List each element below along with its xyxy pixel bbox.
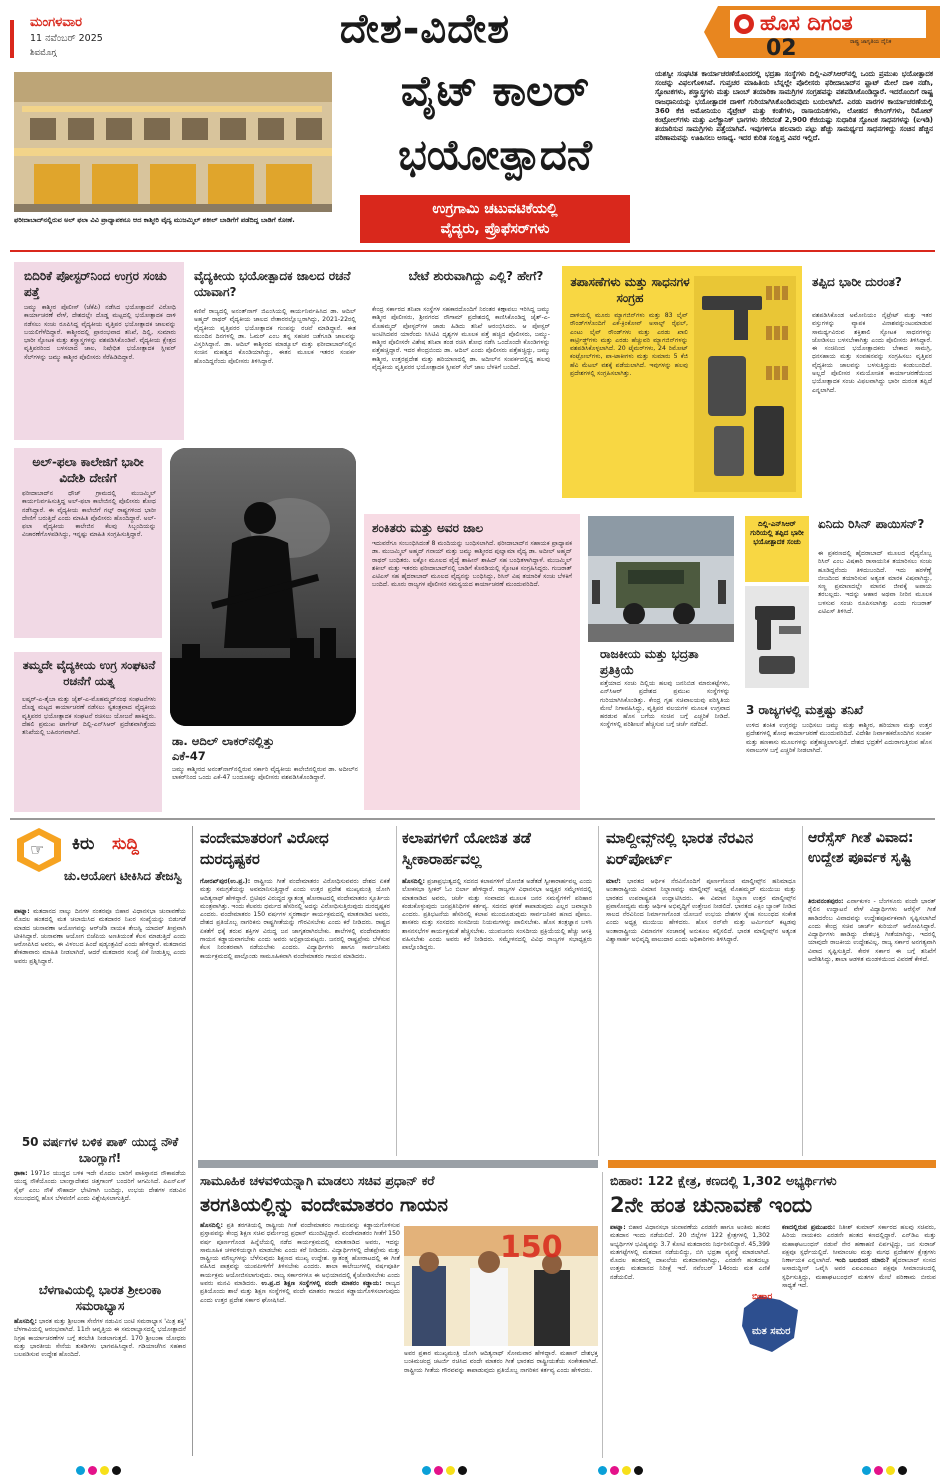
article-rss-body (808, 898, 936, 1156)
bihar-map-label2: ಮತ ಸಮರ (752, 1326, 791, 1337)
article-bihar-col2 (782, 1224, 936, 1456)
silhouette-image (170, 448, 356, 726)
box-weapons-body: ದಾಳಿಯಲ್ಲಿ ಮೂರು ಮ್ಯಾಗಜಿನ್‌ಗಳು ಮತ್ತು 83 ಲೈವ್ ರೌಂಡ್‌ಗಳೊಂದಿಗೆ ಎಕೆ-ಕ್ರಿಂಕೋವ್ ಅಸಾಲ್ಟ್ ರೈಫಲ್, ಎಂಟು ಲೈವ್ ರೌಂಡ್‌ಗಳು ಮತ್ತು ಎರಡು ಖಾಲಿ ಕಾರ್ಟ್ರಿಡ್ಜ್‌ಗಳು ಮತ್ತು ಎರಡು ಹೆಚ್ಚುವರಿ ಮ್ಯಾಗಜಿನ್‌ಗಳನ್ನು ವಶಪಡಿಸಿಕೊಳ್ಳಲಾಗಿದೆ. 20 ಟೈಮರ್‌ಗಳು, 24 ರಿಮೋಟ್ ಕಂಟ್ರೋಲ್‌ಗಳು, ಪಾ-ಟಾಕೀಗಳು ಮತ್ತು ಸುಮಾರು 5 ಕೆಜಿ ಹೆವಿ ಮೆಟಲ್ ವಶಕ್ಕೆ ಪಡೆಯಲಾಗಿದೆ. ಇವುಗಳನ್ನು ಹಲವು ಪ್ರದೇಶಗಳಲ್ಲಿ ಸಂಗ್ರಹಿಸಲಾಗಿತ್ತು. (570, 312, 688, 378)
kirusuddi-divider (192, 826, 193, 1456)
article-maldives-dateline: ಮಾಲೆ: (606, 878, 621, 885)
box-hunt-title: ಬೇಟೆ ಶುರುವಾಗಿದ್ದು ಎಲ್ಲಿ? ಹೇಗೆ? (408, 269, 544, 283)
article-class-photo (404, 1226, 598, 1346)
masthead (0, 0, 945, 66)
box-poster-body: ಜಮ್ಮು ಕಾಶ್ಮೀರ ಪೊಲೀಸ್ (ಜೆಕೆಪಿ) ನಡೆಸಿದ ಭಯೋತ್ಪಾದನೆ ವಿರೋಧಿ ಕಾರ್ಯಾಚರಣೆ ವೇಳೆ, ದೇಶದಲ್ಲೇ ದೊಡ್ಡ ಮಟ್ಟದಲ್ಲಿ ಭಯೋತ್ಪಾದಕ ದಾಳಿ ನಡೆಸಲು ಸಂಚು ರೂಪಿಸಿದ್ದ ವೈದ್ಯಕೀಯ ವೃತ್ತಿಪರ ಭಯೋತ್ಪಾದಕ ಜಾಲವನ್ನು ಬಯಲಿಗೆಳೆದಿದ್ದಾರೆ. ಕಾಶ್ಮೀರದಲ್ಲಿ ಪ್ರಾರಂಭವಾದ ತನಿಖೆ, ದಿಲ್ಲಿ, ಸುಮಾರು ಭಾರೀ ಸ್ಫೋಟಕ ಮತ್ತು ಶಸ್ತ್ರಾಸ್ತ್ರಗಳನ್ನು ವಶಪಡಿಸಿಕೊಂಡಿವೆ. ವೈದ್ಯಕೀಯ ಕ್ಷೇತ್ರದ ವೃತ್ತಿಪರರಿಂದ ಬಳಸಲಾದ ಜಾಲ, ನಿಷೇಧಿತ ಭಯೋತ್ಪಾದಕ ಸ್ಲೀಪರ್ ಸೆಲ್‌ಗಳನ್ನು ಜಮ್ಮು ಕಾಶ್ಮೀರ ಪೊಲೀಸರು ಸೆರೆಹಿಡಿದಿದ್ದಾರೆ. (24, 304, 176, 361)
article-rss-text: ಎರ್ನಾಕುಳಂ - ಬೆಂಗಳೂರು ವಂದೇ ಭಾರತ್ ರೈಲಿನ ಉದ್ಘಾಟನೆ ವೇಳೆ ವಿದ್ಯಾರ್ಥಿಗಳು ಆರೆಸ್ಸೆಸ್ ಗೀತೆ ಹಾಡಿದರೆಂಬ ವಿವಾದವನ್ನು ಉದ್ದೇಶಪೂರ್ವಕವಾಗಿ ಸೃಷ್ಟಿಸಲಾಗಿದೆ ಎಂದು ಕೇಂದ್ರ ಸಚಿವ ಜಾರ್ಜ್ ಕುರಿಯನ್ ಆರೋಪಿಸಿದ್ದಾರೆ. ವಿದ್ಯಾರ್ಥಿಗಳು ಹಾಡಿದ್ದು ದೇಶಭಕ್ತಿ ಗೀತೆಯಾಗಿದ್ದು, ಇದರಲ್ಲಿ ಯಾವುದೇ ರಾಜಕೀಯ ಉದ್ದೇಶವಿಲ್ಲ. ರಾಜ್ಯ ಸರ್ಕಾರ ಅನಗತ್ಯವಾಗಿ ವಿವಾದ ಸೃಷ್ಟಿಸುತ್ತಿದೆ. ಕೇರಳ ಸರ್ಕಾರ ಈ ಬಗ್ಗೆ ತನಿಖೆಗೆ ಆದೇಶಿಸಿದ್ದು, ಶಾಲಾ ಆಡಳಿತ ಮಂಡಳಿಯಿಂದ ವಿವರಣೆ ಕೇಳಿದೆ. (808, 898, 936, 964)
article-bihar-text: ಬಿಹಾರ ವಿಧಾನಸಭಾ ಚುನಾವಣೆಯ ಎರಡನೇ ಹಾಗೂ ಅಂತಿಮ ಹಂತದ ಮತದಾನ ಇಂದು ನಡೆಯಲಿದೆ. 20 ಜಿಲ್ಲೆಗಳ 122 ಕ್ಷೇತ್ರಗಳಲ್ಲಿ 1,302 ಅಭ್ಯರ್ಥಿಗಳ ಭವಿಷ್ಯವನ್ನು 3.7 ಕೋಟಿ ಮತದಾರರು ನಿರ್ಧರಿಸಲಿದ್ದಾರೆ. 45,399 ಮತಗಟ್ಟೆಗಳಲ್ಲಿ ಮತದಾನ ನಡೆಯಲಿದ್ದು, ಬಿಗಿ ಭದ್ರತಾ ವ್ಯವಸ್ಥೆ ಮಾಡಲಾಗಿದೆ. ಮೊದಲ ಹಂತದಲ್ಲಿ ದಾಖಲೆಯ ಮತದಾನವಾಗಿದ್ದು, ಎರಡನೇ ಹಂತದಲ್ಲೂ ಉತ್ತಮ ಮತದಾನದ ನಿರೀಕ್ಷೆ ಇದೆ. ನವೆಂಬರ್ 14ರಂದು ಮತ ಎಣಿಕೆ ನಡೆಯಲಿದೆ. (610, 1224, 770, 1281)
box-doctors-org-title: ತಮ್ಮದೇ ವೈದ್ಯಕೀಯ ಉಗ್ರ ಸಂಘಟನೆ ರಚನೆಗೆ ಯತ್ನ (22, 658, 156, 688)
box-weapons (562, 266, 802, 498)
box-ricin (814, 514, 936, 714)
silhouette-caption: ಜಮ್ಮು ಕಾಶ್ಮೀರದ ಅನಂತ್‌ನಾಗ್‌ನಲ್ಲಿರುವ ಸರ್ಕಾರಿ ವೈದ್ಯಕೀಯ ಕಾಲೇಜಿನಲ್ಲಿರುವ ಡಾ. ಅದೀಲ್‌ನ ಲಾಕರ್‌ನಿಂದ ಒಂದು ಎಕೆ-47 ಬಂದೂಕನ್ನು ಪೊಲೀಸರು ವಶಪಡಿಸಿಕೊಂಡಿದ್ದಾರೆ. (172, 766, 358, 782)
article-bihar-kicker: ಬಿಹಾರ: 122 ಕ್ಷೇತ್ರ, ಕಣದಲ್ಲಿ 1,302 ಅಭ್ಯರ್ಥಿಗಳು (610, 1173, 837, 1188)
col-divider-3 (802, 826, 803, 1156)
kirusuddi-label-a: ಕಿರು (72, 834, 95, 854)
kirusuddi-hand-icon: ☞ (30, 840, 45, 859)
box-political-title: ರಾಜಕೀಯ ಮತ್ತು ಭದ್ರತಾ ಪ್ರತಿಕ್ರಿಯೆ (600, 647, 699, 677)
date-label: 11 ನವೆಂಬರ್ 2025 (30, 33, 103, 44)
box-hunt-body: ಕೇಂದ್ರ ಸರ್ಕಾರದ ತನಿಖಾ ಸಂಸ್ಥೆಗಳ ಸಹಕಾರದೊಂದಿಗೆ ನಿರಂತರ ಕಣ್ಗಾವಲು ಇರಿಸಿದ್ದ ಜಮ್ಮು ಕಾಶ್ಮೀರ ಪೊಲೀಸರು, ಶ್ರೀನಗರದ ನೌಗಾಮ್ ಪ್ರದೇಶದಲ್ಲಿ ಕಾಣಿಸಿಕೊಂಡಿದ್ದ ಜೈಶ್-ಎ-ಮೊಹಮ್ಮದ್ ಪೋಸ್ಟರ್‌ಗಳ ಜಾಡು ಹಿಡಿದು ತನಿಖೆ ಆರಂಭಿಸಿದರು. ಆ ಪೋಸ್ಟರ್ ಅಂಟಿಸಿದವರ ಯಾರೆಂದು ಸಿಸಿಟಿವಿ ದೃಶ್ಯಗಳ ಮೂಲಕ ಪತ್ತೆ ಹಚ್ಚಿದ ಪೊಲೀಸರು, ಜಮ್ಮು-ಕಾಶ್ಮೀರ ಪೊಲೀಸರೇ ವಿಶೇಷ ತನಿಖಾ ತಂಡ ರಚಿಸಿ ಶೋಧ ನಡೆಸಿ ಒಂದೊಂದೇ ಕೊಂಡಿಗಳನ್ನು ಪತ್ತೆಹಚ್ಚಿದ್ದಾರೆ. ಇದರ ಕೇಂದ್ರಬಿಂದು ಡಾ. ಆದಿಲ್ ಎಂದು ಪೊಲೀಸರು ಪತ್ತೆಹಚ್ಚಿದ್ದು, ಜಮ್ಮು ಕಾಶ್ಮೀರ, ಉತ್ತರಪ್ರದೇಶ ಮತ್ತು ಹರಿಯಾಣದಲ್ಲಿ ಡಾ. ಅದೀಲ್‌ನ ಸಂಪರ್ಕದಲ್ಲಿದ್ದ ಹಲವು ವೈದ್ಯಕೀಯ ವೃತ್ತಿಪರರ ಭಯೋತ್ಪಾದಕ ಸ್ಲೀಪರ್ ಸೆಲ್ ಜಾಲ ಬೆಳಕಿಗೆ ಬಂದಿದೆ. (372, 306, 550, 372)
lead-divider (10, 250, 935, 252)
pistol-photo (745, 586, 809, 688)
box-political-body: ಪತ್ತೆಯಾದ ಸಂಚು ದಿಲ್ಲಿಯ ಹಲವು ಜನನಿಬಿಡ ಮಾರುಕಟ್ಟೆಗಳು, ಎನ್‌ಸಿಆರ್ ಪ್ರದೇಶದ ಪ್ರಮುಖ ಸಂಸ್ಥೆಗಳನ್ನು ಗುರಿಯಾಗಿಸಿಕೊಂಡಿತ್ತು. ಕೇಂದ್ರ ಗೃಹ ಸಚಿವಾಲಯವು ಪರಿಸ್ಥಿತಿಯ ಮೇಲೆ ನಿಗಾವಹಿಸಿದ್ದು, ವೃತ್ತಿಪರ ವಲಯಗಳ ಮೂಲಕ ಉಗ್ರವಾದ ಹರಡುವ ಹೊಸ ಬಗೆಯ ಸಂಚಿನ ಬಗ್ಗೆ ಎಚ್ಚರಿಕೆ ನೀಡಿದೆ. ಸಂಸ್ಥೆಗಳಲ್ಲಿ ಪರಿಶೀಲನೆ ಹೆಚ್ಚಿಸುವ ಬಗ್ಗೆ ಚರ್ಚೆ ನಡೆದಿದೆ. (600, 680, 730, 729)
section-title: ದೇಶ-ವಿದೇಶ (339, 6, 511, 52)
article-sessions-title: ಕಲಾಪಗಳಿಗೆ ಯೋಜಿತ ತಡೆ ಸ್ವೀಕಾರಾರ್ಹವಲ್ಲ (402, 829, 531, 868)
masthead-left-bar (10, 20, 14, 58)
article-sessions-body (402, 878, 592, 1156)
city-label: ಶಿವಮೊಗ್ಗ (30, 48, 57, 58)
box-three-states (742, 698, 936, 810)
lead-intro: ಯಶಸ್ವೀ ಸಂಘಟಿತ ಕಾರ್ಯಾಚರಣೆಯೊಂದರಲ್ಲಿ ಭದ್ರತಾ ಸಂಸ್ಥೆಗಳು ದಿಲ್ಲಿ-ಎನ್‌ಸಿಆರ್‌ನಲ್ಲಿ ಒಂದು ಪ್ರಮುಖ ಭಯೋತ್ಪಾದಕ ಸಂಚನ್ನು ವಿಫಲಗೊಳಿಸಿವೆ. ಗುಪ್ತಚರ ಮಾಹಿತಿಯ ಬೆನ್ನಲ್ಲೇ ಪೊಲೀಸರು ಫರೀದಾಬಾದ್‌ನ ಫ್ಲಾಟ್ ಮೇಲೆ ದಾಳಿ ನಡೆಸಿ, ಸ್ಫೋಟಕಗಳು, ಶಸ್ತ್ರಾಸ್ತ್ರಗಳು ಮತ್ತು ಬಾಂಬ್ ತಯಾರಿಕಾ ಸಾಮಗ್ರಿಗಳ ಸಂಗ್ರಹವನ್ನು ವಶಪಡಿಸಿಕೊಂಡಿದ್ದಾರೆ. ಇದರೊಂದಿಗೆ ರಾಷ್ಟ್ರ ರಾಜಧಾನಿಯನ್ನು ಭಯೋತ್ಪಾದಕ ದಾಳಿಗೆ ಗುರಿಯಾಗಿಸಿಕೊಂಡಿರುವುದು ಬಯಲಾಗಿದೆ. ಎರಡು ವಾರಗಳ ಕಾರ್ಯಾಚರಣೆಯಲ್ಲಿ 360 ಕೆಜಿ ಅಮೋನಿಯಂ ನೈಟ್ರೇಟ್ ಮತ್ತು ಕಂತೆಗಳು, ರಾಸಾಯನಿಕಗಳು, ಲೋಹದ ಕೇಸಿಂಗ್‌ಗಳು, ರಿಮೋಟ್ ಕಂಟ್ರೋಲ್‌ಗಳು ಮತ್ತು ಎಲೆಕ್ಟ್ರಾನಿಕ್ ಭಾಗಗಳು ಸೇರಿದಂತೆ 2,900 ಕೆಜಿಯಷ್ಟು ಸುಧಾರಿತ ಸ್ಫೋಟಕ ಸಾಧನಗಳನ್ನು (ಐಇಡಿ) ತಯಾರಿಸುವ ಸಾಮಗ್ರಿಗಳು ಪತ್ತೆಯಾಗಿವೆ. ಇವುಗಳಿಗೂ ಹಲವಾರು ಪಟ್ಟು ಹೆಚ್ಚು ಸಾಮರ್ಥ್ಯದ ಸಾಧನಗಳಿದ್ದು ಸಂಚಿನ ಹೆಚ್ಚಿನ ಪರಿಣಾಮವನ್ನು ಊಹಿಸಲು ಅಸಾಧ್ಯ. ಇದರ ಕುರಿತ ಸಂಕ್ಷಿಪ್ತ ವಿವರ ಇಲ್ಲಿದೆ. (655, 70, 933, 143)
building-illustration (14, 72, 332, 212)
registration-dots-left (76, 1460, 124, 1479)
delhi-tag (745, 516, 809, 582)
day-label: ಮಂಗಳವಾರ (30, 15, 83, 30)
box-poster (14, 262, 184, 440)
box-disaster-title: ತಪ್ಪಿದ ಭಾರೀ ದುರಂತ? (812, 275, 902, 289)
bihar-map-label: ಬಿಹಾರ (752, 1292, 773, 1302)
article-maldives-body (606, 878, 796, 1156)
article-class-text: ಪ್ರತಿ ತರಗತಿಯಲ್ಲಿ ರಾಷ್ಟ್ರೀಯ ಗೀತೆ ವಂದೇಮಾತರಂ ಗಾಯನವನ್ನು ಕಡ್ಡಾಯಗೊಳಿಸುವ ಪ್ರಸ್ತಾಪವನ್ನು ಕೇಂದ್ರ ಶಿಕ್ಷಣ ಸಚಿವ ಧರ್ಮೇಂದ್ರ ಪ್ರಧಾನ್ ಮುಂದಿಟ್ಟಿದ್ದಾರೆ. ವಂದೇಮಾತರಂ ಗೀತೆಗೆ 150 ವರ್ಷ ಪೂರ್ಣಗೊಂಡ ಹಿನ್ನೆಲೆಯಲ್ಲಿ ನಡೆದ ಕಾರ್ಯಕ್ರಮದಲ್ಲಿ ಮಾತನಾಡಿದ ಅವರು, ಇದನ್ನು ಸಾಮೂಹಿಕ ಚಳವಳಿಯನ್ನಾಗಿ ಮಾಡಬೇಕು ಎಂದು ಕರೆ ನೀಡಿದರು. ವಿದ್ಯಾರ್ಥಿಗಳಲ್ಲಿ ದೇಶಪ್ರೇಮ ಮತ್ತು ರಾಷ್ಟ್ರೀಯ ಮೌಲ್ಯಗಳನ್ನು ಬೆಳೆಸುವುದು ಶಿಕ್ಷಣದ ಮುಖ್ಯ ಉದ್ದೇಶ. ಸ್ವಾತಂತ್ರ್ಯ ಹೋರಾಟದಲ್ಲಿ ಈ ಗೀತೆ ವಹಿಸಿದ ಪಾತ್ರವನ್ನು ಯುವಪೀಳಿಗೆಗೆ ತಿಳಿಸಬೇಕು ಎಂದರು. ಶಾಲಾ ಕಾಲೇಜುಗಳಲ್ಲಿ ವರ್ಷಪೂರ್ತಿ ಕಾರ್ಯಕ್ರಮ ಆಯೋಜಿಸಲಾಗುವುದು. ರಾಜ್ಯ ಸರ್ಕಾರಗಳೂ ಈ ಅಭಿಯಾನದಲ್ಲಿ ಕೈಜೋಡಿಸಬೇಕು ಎಂದು ಅವರು ಮನವಿ ಮಾಡಿದರು. (200, 1222, 400, 1288)
article-class-subhead: ಉ.ಪ್ರ.ದ ಶಿಕ್ಷಣ ಸಂಸ್ಥೆಗಳಲ್ಲಿ ವಂದೇ ಮಾತರಂ ಕಡ್ಡಾಯ: (261, 1280, 382, 1288)
box-disaster-body: ವಶಪಡಿಸಿಕೊಂಡ ಅಮೋನಿಯಂ ನೈಟ್ರೇಟ್ ಮತ್ತು ಇತರ ವಸ್ತುಗಳನ್ನು ವ್ಯಾಪಕ ವಿನಾಶವನ್ನುಂಟುಮಾಡುವ ಸಾಮರ್ಥ್ಯವಿರುವ ಶಕ್ತಿಶಾಲಿ ಸ್ಫೋಟಕ ಸಾಧನಗಳನ್ನು ಜೋಡಿಸಲು ಬಳಸಬೇಕಾಗಿತ್ತು ಎಂದು ಪೊಲೀಸರು ತಿಳಿಸಿದ್ದಾರೆ. ಈ ಸಂಚಿನಿಂದ ಭಯೋತ್ಪಾದಕರು ಬೇಕಾದ ಸಾಮಗ್ರಿ, ಧನಸಹಾಯ ಮತ್ತು ಸಂವಹನವನ್ನು ಸಂಗ್ರಹಿಸಲು ವೃತ್ತಿಪರ ವೈದ್ಯಕೀಯ ಜಾಲವನ್ನು ಬಳಸುತ್ತಿದ್ದುದು ಕಂಡುಬಂದಿದೆ. ಅಲ್ಲದೆ ಪೊಲೀಸರ ಸಮಯೋಚಿತ ಕಾರ್ಯಾಚರಣೆಯಿಂದ ಭಯೋತ್ಪಾದಕ ಸಂಚು ವಿಫಲವಾಗಿದ್ದು ಭಾರೀ ದುರಂತ ತಪ್ಪಿದೆ ಎನ್ನಲಾಗಿದೆ. (812, 312, 932, 394)
lead-photo-caption: ಫರೀದಾಬಾದ್‌ನಲ್ಲಿರುವ ಅಲ್ ಫಲಾ ವಿವಿ ಪ್ರಾಧ್ಯಾಪಕನೂ ಆದ ಕಾಶ್ಮೀರಿ ವೈದ್ಯ ಮುಜಮ್ಮಿಲ್ ಶಕೀಲ್ ಬಾಡಿಗೆಗೆ ಪಡೆದಿದ್ದ ಬಾಡಿಗೆ ಕೋಣೆ. (14, 216, 295, 224)
kirusuddi-logo (14, 826, 64, 874)
box-doctors-org-body: ಲಷ್ಕರ್-ಎ-ತೈಬಾ ಮತ್ತು ಜೈಶ್-ಎ-ಮೊಹಮ್ಮದ್‌ನಂಥ ಸಂಘಟನೆಗಳು ದೊಡ್ಡ ಮಟ್ಟದ ಕಾರ್ಯಾಚರಣೆ ನಡೆಸಲು ಸ್ವತಂತ್ರವಾದ ವೈದ್ಯಕೀಯ ವೃತ್ತಿಪರರ ಭಯೋತ್ಪಾದಕ ಸಂಘಟನೆ ರಚಿಸಲು ಯೋಜನೆ ಹಾಕಿದ್ದರು. ದೆಹಲಿ ಪ್ರಮುಖ ಟಾರ್ಗೆಟ್ ದಿಲ್ಲಿ-ಎನ್‌ಸಿಆರ್ ಪ್ರದೇಶವಾಗಿತ್ತೆಂದು ತನಿಖೆಯಲ್ಲಿ ಬಹಿರಂಗವಾಗಿದೆ. (22, 696, 156, 737)
article-sessions-dateline: ಹೊಸದಿಲ್ಲಿ: (402, 878, 425, 885)
box-network (190, 262, 360, 440)
brief-2-title: 50 ವರ್ಷಗಳ ಬಳಿಕ ಪಾಕ್ ಯುದ್ಧ ನೌಕೆ ಬಾಂಗ್ಲಾಗೆ! (21, 1135, 179, 1165)
box-disaster (808, 270, 936, 502)
box-alfalah-title: ಅಲ್-ಫಲಾ ಕಾಲೇಜಿಗೆ ಭಾರೀ ವಿದೇಶಿ ದೇಣಿಗೆ (32, 455, 144, 485)
article-class-title: ತರಗತಿಯಲ್ಲಿನ್ನು ವಂದೇಮಾತರಂ ಗಾಯನ (200, 1194, 448, 1216)
brief-1-body (14, 908, 186, 1130)
silhouette-photo (170, 448, 356, 726)
article-bihar-col2-head2: ಇಂದಿ ಬಲಬಿಂದ ಯಾರು? (834, 1257, 890, 1265)
brief-3-body (14, 1318, 186, 1446)
bottom-bar-left (198, 1160, 598, 1168)
article-maldives-text: ಭಾರತದ ಆರ್ಥಿಕ ನೆರವಿನೊಂದಿಗೆ ಪೂರ್ಣಗೊಂಡ ಮಾಲ್ದೀವ್ಸ್‌ನ ಹನಿಮಾಧೂ ಅಂತಾರಾಷ್ಟ್ರೀಯ ವಿಮಾನ ನಿಲ್ದಾಣವನ್ನು ಮಾಲ್ದೀವ್ಸ್ ಅಧ್ಯಕ್ಷ ಮೊಹಮ್ಮದ್ ಮುಯಿಜು ಮತ್ತು ಭಾರತದ ಉಪರಾಷ್ಟ್ರಪತಿ ಉದ್ಘಾಟಿಸಿದರು. ಈ ವಿಮಾನ ನಿಲ್ದಾಣ ಉತ್ತರ ಮಾಲ್ದೀವ್ಸ್‌ನ ಪ್ರವಾಸೋದ್ಯಮ ಮತ್ತು ಆರ್ಥಿಕ ಅಭಿವೃದ್ಧಿಗೆ ಉತ್ತೇಜನ ನೀಡಲಿದೆ. ಭಾರತದ ಎಕ್ಸಿಂ ಬ್ಯಾಂಕ್ ನೀಡಿದ ಸಾಲದ ನೆರವಿನಿಂದ ನಿರ್ಮಾಣಗೊಂಡ ಯೋಜನೆ ಉಭಯ ದೇಶಗಳ ಸ್ನೇಹ ಸಂಬಂಧದ ಸಂಕೇತ ಎಂದು ಅಧ್ಯಕ್ಷ ಮುಯಿಜು ಹೇಳಿದರು. ಹೊಸ ರನ್‌ವೇ ಮತ್ತು ಟರ್ಮಿನಲ್ ಕಟ್ಟಡವು ಅಂತಾರಾಷ್ಟ್ರೀಯ ವಿಮಾನಗಳ ಸಂಚಾರಕ್ಕೆ ಅನುಕೂಲ ಕಲ್ಪಿಸಲಿದೆ. ಭಾರತ ಮಾಲ್ದೀವ್ಸ್‌ನ ಅತ್ಯಂತ ವಿಶ್ವಾಸಾರ್ಹ ಅಭಿವೃದ್ಧಿ ಪಾಲುದಾರ ಎಂದು ಅಧಿಕಾರಿಗಳು ತಿಳಿಸಿದ್ದಾರೆ. (606, 878, 796, 944)
pistol-image (745, 586, 809, 688)
box-network-body: ಕಣಿವೆ ರಾಜ್ಯದಲ್ಲಿ ಅನಂತ್‌ನಾಗ್ ಜಿಎಂಸಿಯಲ್ಲಿ ಕಾರ್ಯನಿರ್ವಹಿಸಿದ ಡಾ. ಆದಿಲ್ ಅಹ್ಮದ್ ರಾಥರ್ ವೈದ್ಯಕೀಯ ಜಾಲದ ನೇತಾರರಲ್ಲೊಬ್ಬರಾಗಿದ್ದು, 2021-22ರಲ್ಲಿ ವೈದ್ಯಕೀಯ ವೃತ್ತಿಪರರ ಭಯೋತ್ಪಾದಕ ಗುಂಪನ್ನು ರಚನೆ ಮಾಡಿದ್ದಾನೆ. ಈತ ಮುಂದಿನ ದಿನಗಳಲ್ಲಿ ಡಾ. ಓಮರ್ ಎಂಬ ತನ್ನ ಸಹಚರ ಜತೆಗೂಡಿ ಜಾಲವನ್ನು ವಿಸ್ತರಿಸಿದ್ದಾನೆ. ಡಾ. ಆದಿಲ್ ಕಾಶ್ಮೀರದ ಮಾಡ್ಯೂಲ್ ಮತ್ತು ಫರೀದಾಬಾದ್‌ನಲ್ಲಿನ ಸಂಚಿನ ಮಹತ್ವದ ಕೊಂಡಿಯಾಗಿದ್ದು, ಈತನ ಮೂಲಕ ಇತರರ ಸಂಪರ್ಕ ಹೊಂದಿದ್ದನೆಂದು ಪೊಲೀಸರು ತಿಳಿಸಿದ್ದಾರೆ. (194, 308, 356, 365)
box-suspects (364, 514, 580, 810)
brief-1-dateline: ಪಾಟ್ನಾ: (14, 908, 30, 915)
brief-2-text: 1971ರ ಯುದ್ಧದ ಬಳಿಕ ಇದೇ ಮೊದಲ ಬಾರಿಗೆ ಪಾಕಿಸ್ತಾನದ ನೌಕಾಪಡೆಯ ಯುದ್ಧ ನೌಕೆಯೊಂದು ಬಾಂಗ್ಲಾದೇಶದ ಚಿತ್ತಗಾಂಗ್ ಬಂದರಿಗೆ ಆಗಮಿಸಿದೆ. ಪಿಎನ್‌ಎಸ್ ಸೈಫ್ ಎಂಬ ನೌಕೆ ಸೌಹಾರ್ದ ಭೇಟಿಗಾಗಿ ಬಂದಿದ್ದು, ಉಭಯ ದೇಶಗಳ ನಡುವಿನ ಸಂಬಂಧದಲ್ಲಿ ಹೊಸ ಬೆಳವಣಿಗೆ ಎಂದು ವಿಶ್ಲೇಷಿಸಲಾಗುತ್ತಿದೆ. (14, 1170, 186, 1202)
lead-subhead-1: ಉಗ್ರಗಾಮಿ ಚಟುವಟಿಕೆಯಲ್ಲಿ (432, 201, 558, 217)
article-vandemataram-title: ವಂದೇಮಾತರಂಗೆ ವಿರೋಧ ದುರದೃಷ್ಟಕರ (200, 829, 329, 868)
brief-1-text: ಮತದಾನದ ನಾಲ್ಕು ದಿನಗಳ ನಂತರವೂ ಬಿಹಾರ ವಿಧಾನಸಭಾ ಚುನಾವಣೆಯ ಮೊದಲ ಹಂತದಲ್ಲಿ ಮತ ಚಲಾಯಿಸಿದ ಮತದಾರರ ನಿಖರ ಸಂಖ್ಯೆಯನ್ನು ಬಿಡುಗಡೆ ಮಾಡದ ಚುನಾವಣಾ ಆಯೋಗವನ್ನು ಆರ್‌ಜೆಡಿ ನಾಯಕ ತೇಜಸ್ವಿ ಯಾದವ್ ತೀವ್ರವಾಗಿ ಟೀಕಿಸಿದ್ದಾರೆ. ಚುನಾವಣಾ ಆಯೋಗ ಬಿಜೆಪಿಯ ಅಣತಿಯಂತೆ ಕೆಲಸ ಮಾಡುತ್ತಿದೆ ಎಂದು ಆರೋಪಿಸಿದ ಅವರು, ಈ ವಿಳಂಬದ ಹಿಂದೆ ಷಡ್ಯಂತ್ರವಿದೆ ಎಂದು ಹೇಳಿದ್ದಾರೆ. ಮತದಾನದ ಶೇಕಡಾವಾರು ಮಾಹಿತಿ ನೀಡಲಾಗಿದೆ, ಆದರೆ ಮತದಾರರ ಸಂಖ್ಯೆ ಏಕೆ ನೀಡುತ್ತಿಲ್ಲ ಎಂದು ಅವರು ಪ್ರಶ್ನಿಸಿದ್ದಾರೆ. (14, 908, 186, 965)
lead-subhead-2: ವೈದ್ಯರು, ಪ್ರೊಫೆಸರ್‌ಗಳು (440, 221, 550, 237)
article-vandemataram-body (200, 878, 390, 1156)
box-network-title: ವೈದ್ಯಕೀಯ ಭಯೋತ್ಪಾದಕ ಜಾಲದ ರಚನೆ ಯಾವಾಗ? (194, 269, 351, 299)
box-three-states-body: ಉಳಿದ ಶಂಕಿತ ಉಗ್ರರನ್ನು ಬಂಧಿಸಲು ಜಮ್ಮು ಮತ್ತು ಕಾಶ್ಮೀರ, ಹರಿಯಾಣ ಮತ್ತು ಉತ್ತರ ಪ್ರದೇಶಗಳಲ್ಲಿ ಶೋಧ ಕಾರ್ಯಾಚರಣೆ ಮುಂದುವರಿದಿದೆ. ವಿದೇಶೀ ನಿರ್ವಾಹಕರೊಂದಿಗಿನ ಸಂಪರ್ಕ ಮತ್ತು ಹಣಕಾಸು ಮೂಲಗಳನ್ನು ಪತ್ತೆಹಚ್ಚಲಾಗುತ್ತಿದೆ. ದೇಶದ ಭದ್ರತೆಗೆ ಎದುರಾಗುತ್ತಿರುವ ಹೊಸ ಸವಾಲುಗಳ ಬಗ್ಗೆ ಎಚ್ಚರಿಕೆ ನೀಡಲಾಗಿದೆ. (746, 722, 932, 754)
article-rss-dateline: ತಿರುವನಂತಪುರಂ: (808, 898, 844, 905)
photo-150-label: 150 (500, 1230, 563, 1265)
brief-3-title: ಬೆಳಗಾವಿಯಲ್ಲಿ ಭಾರತ ಶ್ರೀಲಂಕಾ ಸಮರಾಭ್ಯಾಸ (38, 1283, 162, 1313)
brief-3-dateline: ಹೊಸದಿಲ್ಲಿ: (14, 1318, 37, 1325)
brief-2-dateline: ಢಾಕಾ: (14, 1170, 28, 1177)
article-bihar-dateline: ಪಾಟ್ನಾ: (610, 1224, 626, 1231)
box-poster-title: ಬಿದಿರಿಕೆ ಪೋಸ್ಟರ್‌ನಿಂದ ಉಗ್ರರ ಸಂಚು ಪತ್ತೆ (24, 269, 167, 299)
article-bihar-title: 2ನೇ ಹಂತ ಚುನಾವಣೆ ಇಂದು (610, 1193, 813, 1217)
box-three-states-title: 3 ರಾಜ್ಯಗಳಲ್ಲಿ ಮತ್ತಷ್ಟು ತನಿಖೆ (746, 703, 864, 717)
weapons-image (694, 276, 796, 492)
box-suspects-body: ಇದುವರೆಗೂ ಸಂಬಂಧಿಸಿದಂತೆ 8 ಮಂದಿಯನ್ನು ಬಂಧಿಸಲಾಗಿದೆ. ಫರೀದಾಬಾದ್‌ನ ಸಹಾಯಕ ಪ್ರಾಧ್ಯಾಪಕ ಡಾ. ಮುಜಮ್ಮಿಲ್ ಅಹ್ಮದ್ ಗನಾಯ್ ಮತ್ತು ಜಮ್ಮು ಕಾಶ್ಮೀರದ ಪುಲ್ವಾಮಾ ವೈದ್ಯ ಡಾ. ಅದೀಲ್ ಅಹ್ಮದ್ ರಾಥರ್ ಬಂಧಿತರು. ಲಕ್ನೋ ಮೂಲದ ವೈದ್ಯೆ ಶಾಹೀನ್ ಶಾಹಿದ್ ಸಹ ಬಂಧಿತಳಾಗಿದ್ದಾಳೆ. ಮುಜಮ್ಮಿಲ್ ಶಕೀಲ್ ಮತ್ತು ಇತರರು ಫರೀದಾಬಾದ್‌ನಲ್ಲಿ ಬಾಡಿಗೆ ಕೊಠಡಿಯಲ್ಲಿ ಸ್ಫೋಟಕ ಸಂಗ್ರಹಿಸಿದ್ದರು. ಗುಜರಾತ್ ಎಟಿಎಸ್ ಸಹ ಹೈದರಾಬಾದ್ ಮೂಲದ ವೈದ್ಯನನ್ನು ಬಂಧಿಸಿದ್ದು, ರಿಸಿನ್ ವಿಷ ತಯಾರಿಕೆ ಸಂಚು ಬೆಳಕಿಗೆ ಬಂದಿದೆ. ಮೂರು ರಾಜ್ಯಗಳ ಪೊಲೀಸರ ಸಮನ್ವಯದ ಕಾರ್ಯಾಚರಣೆ ಮುಂದುವರಿದಿದೆ. (372, 540, 572, 589)
paper-tagline: ರಾಷ್ಟ್ರ ಜಾಗೃತಿಯ ದೈನಿಕ (850, 39, 892, 45)
article-class-col3: ಅವರ ಪ್ರಕಾರ ಮುಖ್ಯಮಂತ್ರಿ ಯೋಗಿ ಆದಿತ್ಯನಾಥ್ ಸೋಮವಾರ ಹೇಳಿದ್ದಾರೆ. ಮಹಾನ್ ದೇಶಭಕ್ತ ಬಂಕಿಮಚಂದ್ರ ಚಟರ್ಜಿ ರಚಿಸಿದ ವಂದೇ ಮಾತರಂ ಗೀತೆ ಭಾರತದ ರಾಷ್ಟ್ರೀಯತೆಯ ಸಂಕೇತವಾಗಿದೆ. ರಾಷ್ಟ್ರೀಯ ಗೀತೆಯ ಗೌರವವನ್ನು ಕಾಪಾಡುವುದು ಪ್ರತಿಯೊಬ್ಬ ನಾಗರಿಕನ ಕರ್ತವ್ಯ ಎಂದು ಹೇಳಿದರು. (404, 1350, 598, 1374)
lead-photo (14, 72, 332, 212)
lead-headline-2: ಭಯೋತ್ಪಾದನೆ (398, 130, 592, 179)
brief-3-text: ಭಾರತ ಮತ್ತು ಶ್ರೀಲಂಕಾ ಸೇನೆಗಳ ನಡುವಿನ ಜಂಟಿ ಸಮರಾಭ್ಯಾಸ 'ಮಿತ್ರ ಶಕ್ತಿ' ಬೆಳಗಾವಿಯಲ್ಲಿ ಆರಂಭವಾಗಿದೆ. 11ನೇ ಆವೃತ್ತಿಯ ಈ ಸಮರಾಭ್ಯಾಸದಲ್ಲಿ ಭಯೋತ್ಪಾದನೆ ನಿಗ್ರಹ ಕಾರ್ಯಾಚರಣೆಗಳ ಬಗ್ಗೆ ತರಬೇತಿ ನೀಡಲಾಗುತ್ತದೆ. 170 ಶ್ರೀಲಂಕಾ ಯೋಧರು ಮತ್ತು ಭಾರತೀಯ ಸೇನೆಯ ತುಕಡಿಗಳು ಭಾಗವಹಿಸಿದ್ದಾರೆ. ಗಡಿಯಾಚೆಗಿನ ಸಹಕಾರ ಬಲಪಡಿಸುವ ಉದ್ದೇಶ ಹೊಂದಿದೆ. (14, 1318, 186, 1359)
box-alfalah (14, 448, 162, 638)
box-suspects-title: ಶಂಕಿತರು ಮತ್ತು ಅವರ ಜಾಲ (372, 521, 484, 535)
silhouette-caption-title: ಡಾ. ಆದಿಲ್ ಲಾಕರ್‌ನಲ್ಲಿತ್ತು ಎಕೆ-47 (172, 734, 275, 763)
masthead-logo-box (700, 4, 940, 60)
box-doctors-org (14, 652, 162, 812)
article-maldives-title: ಮಾಲ್ದೀವ್ಸ್‌ನಲ್ಲಿ ಭಾರತ ನೆರವಿನ ಏರ್‌ಪೋರ್ಟ್ (606, 829, 754, 868)
article-class-subtext: ರಾಜ್ಯದ ಪ್ರತಿಯೊಂದು ಶಾಲೆ ಮತ್ತು ಶಿಕ್ಷಣ ಸಂಸ್ಥೆಗಳಲ್ಲಿ ವಂದೇ ಮಾತರಂ ಗಾಯನ ಕಡ್ಡಾಯಗೊಳಿಸಲಾಗುವುದು ಎಂದು ಉತ್ತರ ಪ್ರದೇಶ ಸರ್ಕಾರ ಘೋಷಿಸಿದೆ. (200, 1280, 400, 1304)
paper-name: ಹೊಸ ದಿಗಂತ (760, 11, 853, 35)
col-divider-4 (602, 1172, 603, 1458)
article-class-kicker: ಸಾಮೂಹಿಕ ಚಳವಳಿಯನ್ನಾಗಿ ಮಾಡಲು ಸಚಿವ ಪ್ರಧಾನ್ ಕರೆ (200, 1173, 435, 1188)
box-weapons-title: ತಪಾಸಣೆಗಳು ಮತ್ತು ಸಾಧನಗಳ ಸಂಗ್ರಹ (570, 275, 690, 305)
brief-1-title: ಚು.ಆಯೋಗ ಟೀಕಿಸಿದ ತೇಜಸ್ವಿ (64, 869, 182, 883)
box-alfalah-body: ಫರೀದಾಬಾದ್‌ನ ಧೌಜ್ ಗ್ರಾಮದಲ್ಲಿ ಮುಜಮ್ಮಿಲ್ ಕಾರ್ಯನಿರ್ವಹಿಸುತ್ತಿದ್ದ ಅಲ್-ಫಲಾ ಕಾಲೇಜಿನಲ್ಲಿ ಪೊಲೀಸರು ಶೋಧ ನಡೆಸಿದ್ದಾರೆ. ಈ ವೈದ್ಯಕೀಯ ಕಾಲೇಜಿಗೆ ಗಲ್ಫ್ ರಾಷ್ಟ್ರಗಳಿಂದ ಭಾರೀ ದೇಣಿಗೆ ಬರುತ್ತಿದೆ ಎಂದು ಮಾಹಿತಿ ಪೊಲೀಸರು ಹೊಂದಿದ್ದಾರೆ. ಅಲ್-ಫಲಾ ವೈದ್ಯಕೀಯ ಕಾಲೇಜಿನ ಕೆಲವು ಸಿಬ್ಬಂದಿಯನ್ನು ವಿಚಾರಣೆಗೊಳಪಡಿಸಿದ್ದು, ಇನ್ನಷ್ಟು ಮಾಹಿತಿ ಸಂಗ್ರಹಿಸುತ್ತಿದ್ದಾರೆ. (22, 490, 156, 539)
col-divider-1 (396, 826, 397, 1156)
army-truck-image (588, 516, 734, 642)
lead-headline-1: ವೈಟ್ ಕಾಲರ್ (400, 66, 590, 115)
box-ricin-body: ಈ ಪ್ರಕರಣದಲ್ಲಿ ಹೈದರಾಬಾದ್ ಮೂಲದ ವೈದ್ಯನೊಬ್ಬ ರಿಸಿನ್ ಎಂಬ ವಿಷಕಾರಿ ರಾಸಾಯನಿಕ ತಯಾರಿಸಲು ಸಂಚು ಹೂಡಿದ್ದನೆಂದು ತಿಳಿದುಬಂದಿದೆ. ಇದು ಹರಳೆಣ್ಣೆ ಬೀಜದಿಂದ ತಯಾರಿಸುವ ಅತ್ಯಂತ ಮಾರಕ ವಿಷವಾಗಿದ್ದು, ಸಣ್ಣ ಪ್ರಮಾಣದಲ್ಲೇ ಮಾನವ ಜೀವಕ್ಕೆ ಅಪಾಯ ತರಬಲ್ಲದು. ಇದನ್ನು ಆಹಾರ ಅಥವಾ ನೀರಿನ ಮೂಲಕ ಬಳಸುವ ಸಂಚು ರೂಪಿಸಲಾಗಿತ್ತು ಎಂದು ಗುಜರಾತ್ ಎಟಿಎಸ್ ತಿಳಿಸಿದೆ. (818, 550, 932, 616)
article-bihar-col2-text: ನಿತೀಶ್ ಕುಮಾರ್ ಸರ್ಕಾರದ ಹಲವು ಸಚಿವರು, ಹಿರಿಯ ನಾಯಕರು ಎರಡನೇ ಹಂತದ ಕಣದಲ್ಲಿದ್ದಾರೆ. ಎನ್‌ಡಿಎ ಮತ್ತು ಮಹಾಘಟಬಂಧನ್ ನಡುವೆ ನೇರ ಹಣಾಹಣಿ ಏರ್ಪಟ್ಟಿದ್ದು, ಜನ ಸುರಾಜ್ ಪಕ್ಷವೂ ಸ್ಪರ್ಧೆಯಲ್ಲಿದೆ. ಸೀಮಾಂಚಲ ಮತ್ತು ಮಗಧ ಪ್ರದೇಶಗಳ ಕ್ಷೇತ್ರಗಳು ನಿರ್ಣಾಯಕ ಎನ್ನಲಾಗಿದೆ. (782, 1224, 936, 1265)
box-political (594, 644, 734, 810)
article-bihar-col2b-text: ಹೈದರಾಬಾದ್ ಸಂಸದ ಅಸಾದುದ್ದೀನ್ ಒವೈಸಿ ಅವರ ಎಐಎಂಐಎಂ ಪಕ್ಷವೂ ಸೀಮಾಂಚಲದಲ್ಲಿ ಸ್ಪರ್ಧಿಸುತ್ತಿದ್ದು, ಮಹಾಘಟಬಂಧನ್ ಮತಗಳ ಮೇಲೆ ಪರಿಣಾಮ ಬೀರುವ ಸಾಧ್ಯತೆ ಇದೆ. (782, 1257, 936, 1290)
article-sessions-text: ಪ್ರಜಾಪ್ರಭುತ್ವದಲ್ಲಿ ಸದನದ ಕಲಾಪಗಳಿಗೆ ಯೋಜಿತ ಅಡೆತಡೆ ಸ್ವೀಕಾರಾರ್ಹವಲ್ಲ ಎಂದು ಲೋಕಸಭಾ ಸ್ಪೀಕರ್ ಓಂ ಬಿರ್ಲಾ ಹೇಳಿದ್ದಾರೆ. ರಾಜ್ಯಗಳ ವಿಧಾನಸಭಾ ಅಧ್ಯಕ್ಷರ ಸಮ್ಮೇಳನದಲ್ಲಿ ಮಾತನಾಡಿದ ಅವರು, ಚರ್ಚೆ ಮತ್ತು ಸಂವಾದದ ಮೂಲಕ ಜನರ ಸಮಸ್ಯೆಗಳಿಗೆ ಪರಿಹಾರ ಕಂಡುಕೊಳ್ಳುವುದು ಜನಪ್ರತಿನಿಧಿಗಳ ಕರ್ತವ್ಯ. ಸದನದ ಘನತೆ ಕಾಪಾಡುವುದು ಎಲ್ಲರ ಜವಾಬ್ದಾರಿ ಎಂದರು. ಪ್ರತಿಭಟನೆಯ ಹೆಸರಿನಲ್ಲಿ ಕಲಾಪ ಮುಂದೂಡುವುದು ಸಾರ್ವಜನಿಕರ ಹಣದ ಪೋಲು. ಶಾಸಕರು ಮತ್ತು ಸಂಸದರು ಸಂಸದೀಯ ನಿಯಮಗಳನ್ನು ಪಾಲಿಸಬೇಕು. ಹೊಸ ತಂತ್ರಜ್ಞಾನ ಬಳಸಿ ಶಾಸನಸಭೆಗಳ ಕಾರ್ಯಕ್ಷಮತೆ ಹೆಚ್ಚಿಸಬೇಕು. ಯುವಜನರು ಸಂಸದೀಯ ಪ್ರಕ್ರಿಯೆಯಲ್ಲಿ ಹೆಚ್ಚು ಆಸಕ್ತಿ ವಹಿಸಬೇಕು ಎಂದು ಅವರು ಕರೆ ನೀಡಿದರು. ಸಮ್ಮೇಳನದಲ್ಲಿ ವಿವಿಧ ರಾಜ್ಯಗಳ ಸಭಾಧ್ಯಕ್ಷರು ಪಾಲ್ಗೊಂಡಿದ್ದರು. (402, 878, 592, 952)
registration-dots-far (862, 1460, 910, 1479)
kirusuddi-label-b: ಸುದ್ದಿ (112, 834, 139, 854)
page-number: 02 (766, 36, 797, 61)
article-class-body (200, 1222, 400, 1454)
bottom-bar-right (608, 1160, 936, 1168)
article-rss-title: ಆರೆಸ್ಸೆಸ್ ಗೀತೆ ವಿವಾದ: ಉದ್ದೇಶ ಪೂರ್ವಕ ಸೃಷ್ಟಿ (808, 830, 914, 866)
col-divider-2 (598, 826, 599, 1156)
box-hunt (366, 262, 556, 502)
article-vandemataram-dateline: ಗೋರಖ್‌ಪುರ(ಉ.ಪ್ರ.): (200, 878, 251, 885)
registration-dots-right (598, 1460, 646, 1479)
article-class-dateline: ಹೊಸದಿಲ್ಲಿ: (200, 1222, 223, 1229)
article-bihar-col2-head: ಕಣದಲ್ಲಿರುವ ಪ್ರಮುಖರು: (782, 1224, 836, 1231)
article-vandemataram-text: ರಾಷ್ಟ್ರೀಯ ಗೀತೆ ವಂದೇಮಾತರಂ ವಿರೋಧಿಸುವವರು ದೇಶದ ಏಕತೆ ಮತ್ತು ಸಮಗ್ರತೆಯನ್ನು ಅವಮಾನಿಸುತ್ತಿದ್ದಾರೆ ಎಂದು ಉತ್ತರ ಪ್ರದೇಶ ಮುಖ್ಯಮಂತ್ರಿ ಯೋಗಿ ಆದಿತ್ಯನಾಥ್ ಹೇಳಿದ್ದಾರೆ. ಬ್ರಿಟಿಷರ ವಿರುದ್ಧದ ಸ್ವಾತಂತ್ರ್ಯ ಹೋರಾಟದಲ್ಲಿ ವಂದೇಮಾತರಂ ಸ್ಫೂರ್ತಿಯ ಮಂತ್ರವಾಗಿತ್ತು. ಇಂದು ಕೆಲವರು ಧರ್ಮದ ಹೆಸರಿನಲ್ಲಿ ಅದನ್ನು ವಿರೋಧಿಸುತ್ತಿರುವುದು ದುರದೃಷ್ಟಕರ ಎಂದರು. ವಂದೇಮಾತರಂ 150 ವರ್ಷಗಳ ಸ್ಮರಣಾರ್ಥ ಕಾರ್ಯಕ್ರಮದಲ್ಲಿ ಮಾತನಾಡಿದ ಅವರು, ದೇಶದ ಪ್ರತಿಯೊಬ್ಬ ನಾಗರಿಕನು ರಾಷ್ಟ್ರಗೀತೆಯನ್ನು ಗೌರವಿಸಬೇಕು ಎಂದು ಕರೆ ನೀಡಿದರು. ರಾಷ್ಟ್ರದ ಏಕತೆಗೆ ಧಕ್ಕೆ ತರುವ ಶಕ್ತಿಗಳ ವಿರುದ್ಧ ಜನ ಜಾಗೃತರಾಗಿರಬೇಕು. ಶಾಲೆಗಳಲ್ಲಿ ವಂದೇಮಾತರಂ ಗಾಯನ ಕಡ್ಡಾಯವಾಗಬೇಕು ಎಂದು ಅವರು ಅಭಿಪ್ರಾಯಪಟ್ಟರು. ಜನರಲ್ಲಿ ರಾಷ್ಟ್ರಪ್ರೇಮ ಬೆಳೆಸುವ ಕೆಲಸ ನಿರಂತರವಾಗಿ ನಡೆಯಬೇಕು ಎಂದರು. ವಿದ್ಯಾರ್ಥಿಗಳು ಹಾಗೂ ಸಾರ್ವಜನಿಕರು ಕಾರ್ಯಕ್ರಮದಲ್ಲಿ ಪಾಲ್ಗೊಂಡು ಸಾಮೂಹಿಕವಾಗಿ ವಂದೇಮಾತರಂ ಗಾಯನ ಮಾಡಿದರು. (200, 878, 390, 960)
mid-divider (10, 818, 935, 820)
truck-photo (588, 516, 734, 642)
brief-2-body (14, 1170, 186, 1278)
registration-dots-mid (422, 1460, 470, 1479)
delhi-tag-text: ದಿಲ್ಲಿ-ಎನ್‌ಸಿಆರ್ ಗುರಿಯಲ್ಲಿ ತಪ್ಪಿದ ಭಾರೀ ಭಯೋತ್ಪಾದಕ ಸಂಚು (750, 520, 804, 547)
lead-subhead-box (360, 195, 630, 243)
box-ricin-title: ಏನಿದು ರಿಸಿನ್ ಪಾಯಿಸನ್? (818, 517, 925, 531)
